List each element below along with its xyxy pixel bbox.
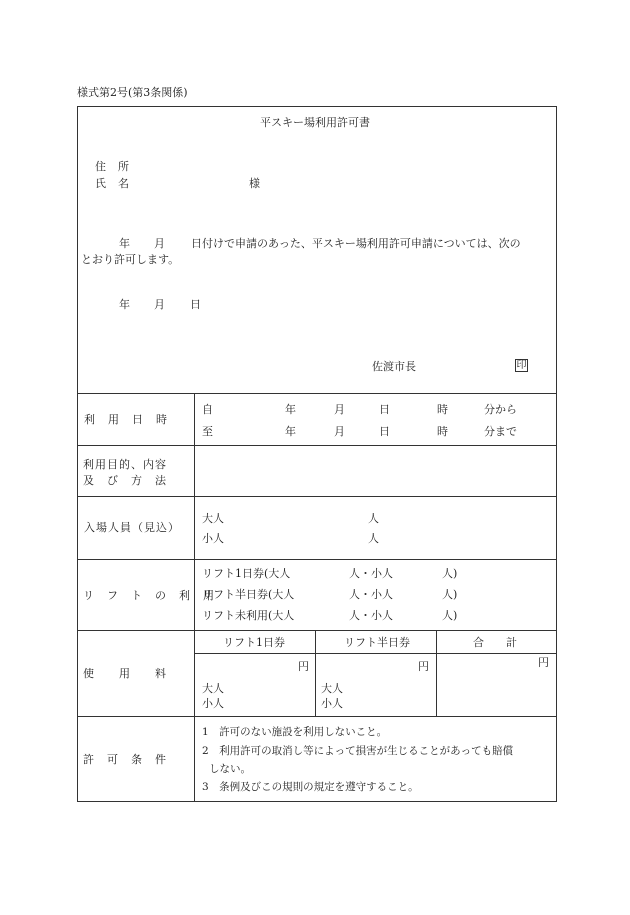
divider-purpose [77,496,557,497]
lift-item-unit1: 人・小人 [349,609,393,622]
lift-item-name: リフト未利用(大人 [202,609,295,622]
purpose-label-line2: 及 び 方 法 [83,474,167,487]
datetime-from-day: 日 [379,403,390,416]
condition-item: 3 条例及びこの規則の規定を遵守すること。 [202,781,419,793]
fee-halfday-adult: 大人 [321,682,343,695]
datetime-label: 利 用 日 時 [84,413,168,426]
address-label-1: 住 [95,160,106,173]
condition-item-continuation: しない。 [209,763,251,775]
divider-datetime [77,445,557,446]
conditions-label: 許 可 条 件 [83,753,167,766]
issuer: 佐渡市長 [372,360,416,373]
date-month: 月 [154,298,165,311]
date-day: 日 [190,298,201,311]
datetime-from-prefix: 自 [202,403,213,416]
datetime-from-month: 月 [334,403,345,416]
fee-day-adult: 大人 [202,682,224,695]
attendance-child: 小人 [202,532,224,545]
fee-label: 使 用 料 [83,667,167,680]
address-label-2: 所 [118,160,129,173]
name-label-2: 名 [118,177,129,190]
condition-item: 1 許可のない施設を利用しないこと。 [202,726,388,738]
datetime-to-tail: 分まで [484,425,517,438]
datetime-to-prefix: 至 [202,425,213,438]
form-frame [77,106,557,802]
datetime-to-hour: 時 [437,425,448,438]
name-suffix: 様 [249,177,260,190]
fee-yen-total: 円 [538,656,549,669]
datetime-from-hour: 時 [437,403,448,416]
fee-day-child: 小人 [202,697,224,710]
lift-item-name: リフト半日券(大人 [202,588,295,601]
fee-header-day-ticket: リフト1日券 [223,636,285,649]
lift-item-unit2: 人) [442,609,458,622]
date-year: 年 [119,298,130,311]
fee-header-total: 合 計 [473,636,517,649]
divider-top-section [77,393,557,394]
fee-header-halfday-ticket: リフト半日券 [344,636,410,649]
attendance-child-unit: 人 [368,532,379,545]
attendance-adult-unit: 人 [368,512,379,525]
lift-item-unit1: 人・小人 [349,567,393,580]
lift-item-unit2: 人) [442,567,458,580]
lift-item-name: リフト1日券(大人 [202,567,291,580]
body-text-line2: とおり許可します。 [81,253,180,266]
attendance-label: 入場人員（見込） [84,521,180,534]
datetime-to-month: 月 [334,425,345,438]
document-title: 平スキー場利用許可書 [260,116,370,129]
fee-yen-day: 円 [298,660,309,673]
fee-col-divider-1 [315,630,316,716]
datetime-from-tail: 分から [484,403,517,416]
lift-label: リ フ ト の 利 用 [83,589,215,602]
fee-yen-halfday: 円 [418,660,429,673]
fee-col-divider-2 [436,630,437,716]
name-label-1: 氏 [95,177,106,190]
datetime-to-year: 年 [285,425,296,438]
datetime-to-day: 日 [379,425,390,438]
seal-mark: 印 [516,360,527,371]
body-year: 年 [119,237,130,250]
lift-item-unit1: 人・小人 [349,588,393,601]
fee-halfday-child: 小人 [321,697,343,710]
divider-fee [77,716,557,717]
attendance-adult: 大人 [202,512,224,525]
purpose-label-line1: 利用目的、内容 [83,458,167,471]
body-text-line1: 日付けで申請のあった、平スキー場利用許可申請については、次の [191,237,521,250]
datetime-from-year: 年 [285,403,296,416]
form-number: 様式第2号(第3条関係) [77,86,188,99]
condition-item: 2 利用許可の取消し等によって損害が生じることがあっても賠償 [202,745,514,757]
lift-item-unit2: 人) [442,588,458,601]
divider-fee-header [194,653,557,654]
divider-lift [77,630,557,631]
body-month: 月 [154,237,165,250]
divider-attendance [77,559,557,560]
